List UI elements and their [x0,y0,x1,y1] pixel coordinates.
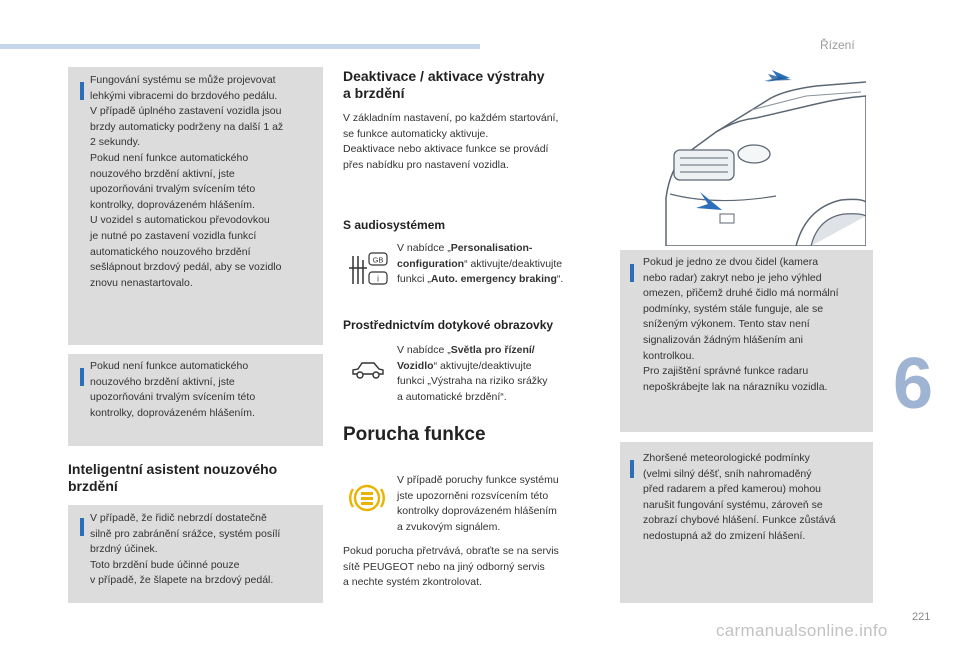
heading-deactivation: Deaktivace / aktivace výstrahy a brzdění [343,68,545,101]
fault-text: V případě poruchy funkce systému jste upozorněni rozsvícením této kontrolky doprovázeném hlášením a zvukovým signálem. [397,474,559,533]
section-title: Řízení [820,38,855,52]
heading-fault: Porucha funkce [343,424,486,445]
info-icon [630,264,634,282]
info-icon [80,82,84,100]
fault-service-text: Pokud porucha přetrvává, obraťte se na servis sítě PEUGEOT nebo na jiný odborný servis a nechte systém zkontrolovat. [343,545,559,589]
info-box-vibrations [68,67,323,345]
info-icon [630,460,634,478]
info-box-text: V případě, že řidič nebrzdí dostatečně silně pro zabránění srážce, systém posílí brzdný účinek. Toto brzdění bude účinné pouze v případě, že šlapete na brzdový pedál. [90,512,281,587]
heading-intelligent-assist: Inteligentní asistent nouzového brzdění [68,461,278,494]
info-box-weather [620,442,873,603]
info-box-sensors [620,250,873,432]
car-icon [350,359,386,386]
info-box-text: Zhoršené meteorologické podmínky (velmi silný déšť, sníh nahromaděný před radarem a před kamerou) mohou narušit fungování systému, zároveň se zobrazí chybové hlášení. Funkce zůstává nedostupná až do zmizení hlášení. [643,452,836,542]
audio-instructions: V nabídce „Personalisation- configuration“ aktivujte/deaktivujte funkci „Auto. emergency braking“. [397,242,564,286]
heading-touchscreen: Prostřednictvím dotykové obrazovky [343,318,554,332]
info-box-text: Pokud je jedno ze dvou čidel (kamera nebo radar) zakryt nebo je jeho výhled omezen, přičemž druhé čidlo má normální podmínky, systém stále funguje, ale se sníženým výkonem. Tento stav není signalizován žádným hlášením ani kontrolkou. Pro zajištění správné funkce radaru nepoškrábejte lak na nárazníku vozidla. [643,256,839,393]
chapter-number: 6 [893,344,934,424]
header-bar [0,44,480,49]
vehicle-sensors-illustration [656,68,866,251]
watermark: carmanualsonline.info [716,621,888,640]
info-icon [80,518,84,536]
info-box-brake-assist [68,505,323,603]
svg-text:i: i [377,274,379,284]
brake-warning-icon [347,478,387,523]
heading-audio: S audiosystémem [343,218,446,232]
info-box-text: Fungování systému se může projevovat lehkými vibracemi do brzdového pedálu. V případě úplného zastavení vozidla jsou brzdy automaticky podrženy na další 1 až 2 sekundy. Pokud není funkce automatického nouzového brzdění aktivní, jste upozorňováni trvalým svícením této kontrolky, doprovázeném hlášením. U vozidel s automatickou převodovkou je nutné po zastavení vozidla funkcí automatického nouzového brzdění sešlápnout brzdový pedál, aby se vozidlo znovu nenastartovalo. [90,74,284,289]
svg-text:GB: GB [372,255,384,265]
info-icon [80,368,84,386]
info-box-text: Pokud není funkce automatického nouzového brzdění aktivní, jste upozorňováni trvalým svícením této kontrolky, doprovázeném hlášením. [90,360,256,419]
audio-menu-icon [349,250,389,295]
info-box-inactive [68,354,323,446]
touchscreen-instructions: V nabídce „Světla pro řízení/ Vozidlo“ aktivujte/deaktivujte funkci „Výstraha na riziko srážky a automatické brzdění“. [397,344,548,403]
page-number: 221 [912,611,931,623]
deactivation-text: V základním nastavení, po každém startování, se funkce automaticky aktivuje. Deaktivace nebo aktivace funkce se provádí přes nabídku pro nastavení vozidla. [343,112,559,171]
